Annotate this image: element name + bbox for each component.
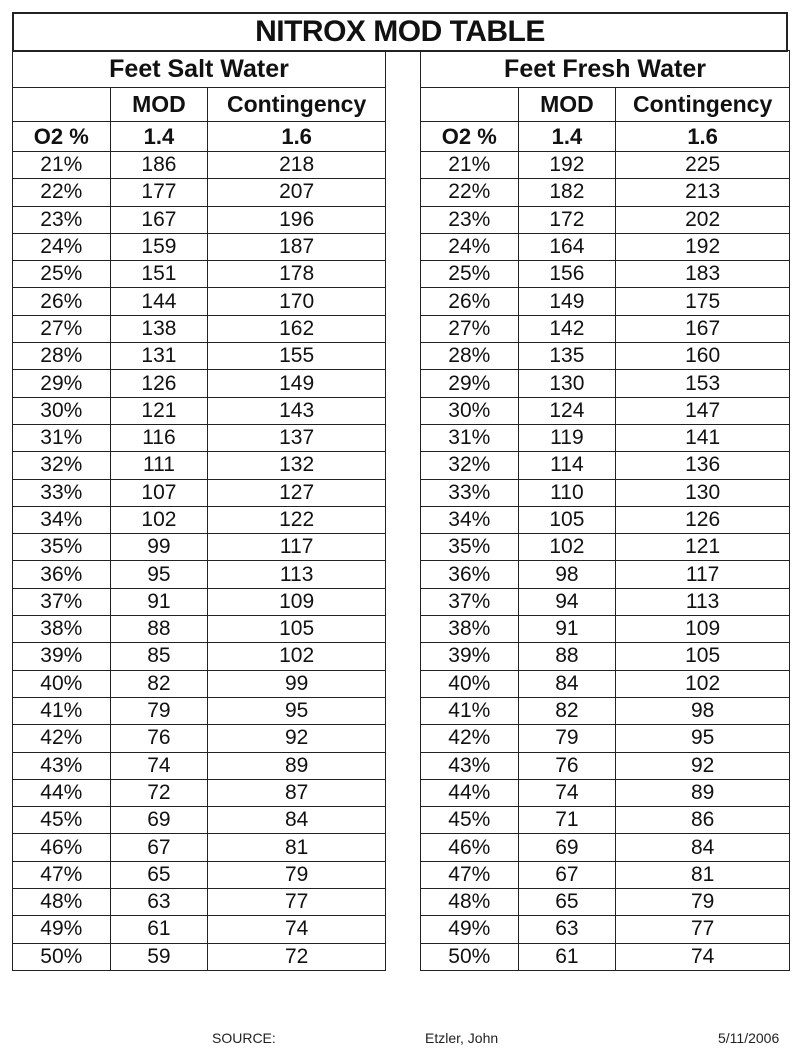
o2-percent-cell: 48% [13,889,111,916]
table-row [13,233,386,260]
table-row [421,206,790,233]
source-label: SOURCE: [212,1030,276,1046]
ppo2-1-6-header: 1.6 [616,122,790,152]
o2-percent-cell: 24% [421,233,519,260]
table-row [421,807,790,834]
contingency-cell: 99 [208,670,386,697]
contingency-cell: 113 [208,561,386,588]
contingency-cell: 81 [208,834,386,861]
o2-percent-cell: 43% [421,752,519,779]
contingency-cell: 84 [208,807,386,834]
mod-cell: 74 [518,779,616,806]
table-row [13,725,386,752]
o2-percent-cell: 46% [13,834,111,861]
contingency-cell: 86 [616,807,790,834]
o2-percent-cell: 27% [421,315,519,342]
o2-percent-cell: 32% [13,452,111,479]
table-row [421,889,790,916]
contingency-cell: 136 [616,452,790,479]
table-row [13,779,386,806]
mod-cell: 76 [110,725,208,752]
contingency-cell: 79 [208,861,386,888]
mod-cell: 94 [518,588,616,615]
source-author: Etzler, John [425,1030,499,1046]
o2-percent-cell: 45% [421,807,519,834]
o2-percent-cell: 43% [13,752,111,779]
contingency-cell: 87 [208,779,386,806]
contingency-cell: 192 [616,233,790,260]
mod-cell: 88 [110,616,208,643]
mod-cell: 67 [518,861,616,888]
mod-cell: 99 [110,534,208,561]
ppo2-1-4-header: 1.4 [518,122,616,152]
o2-percent-cell: 21% [421,152,519,179]
mod-cell: 126 [110,370,208,397]
contingency-cell: 92 [208,725,386,752]
mod-cell: 61 [110,916,208,943]
contingency-cell: 132 [208,452,386,479]
table-row [13,807,386,834]
o2-percent-cell: 23% [13,206,111,233]
o2-percent-cell: 41% [421,697,519,724]
mod-cell: 76 [518,752,616,779]
table-row [13,261,386,288]
o2-percent-header: O2 % [421,122,519,152]
table-row [421,315,790,342]
table-row [421,261,790,288]
mod-cell: 186 [110,152,208,179]
table-heading: Feet Fresh Water [421,51,790,88]
contingency-cell: 72 [208,943,386,970]
contingency-cell: 130 [616,479,790,506]
contingency-cell: 77 [208,889,386,916]
mod-cell: 177 [110,179,208,206]
mod-cell: 182 [518,179,616,206]
mod-cell: 67 [110,834,208,861]
mod-cell: 164 [518,233,616,260]
mod-cell: 124 [518,397,616,424]
table-row [13,343,386,370]
salt-water-table [12,50,386,971]
mod-cell: 172 [518,206,616,233]
mod-cell: 69 [110,807,208,834]
contingency-cell: 202 [616,206,790,233]
o2-percent-cell: 35% [421,534,519,561]
mod-header: MOD [110,88,208,122]
o2-percent-cell: 21% [13,152,111,179]
contingency-cell: 207 [208,179,386,206]
table-row [421,424,790,451]
contingency-cell: 81 [616,861,790,888]
table-row [13,534,386,561]
o2-percent-cell: 28% [13,343,111,370]
o2-percent-cell: 23% [421,206,519,233]
mod-cell: 84 [518,670,616,697]
table-row [13,616,386,643]
o2-percent-cell: 49% [421,916,519,943]
table-row [421,397,790,424]
mod-cell: 82 [518,697,616,724]
contingency-cell: 127 [208,479,386,506]
mod-cell: 131 [110,343,208,370]
o2-percent-cell: 48% [421,889,519,916]
mod-cell: 119 [518,424,616,451]
contingency-cell: 84 [616,834,790,861]
o2-percent-cell: 38% [13,616,111,643]
ppo2-1-6-header: 1.6 [208,122,386,152]
table-row [13,916,386,943]
table-row [13,179,386,206]
table-row [421,616,790,643]
contingency-cell: 155 [208,343,386,370]
o2-percent-cell: 40% [421,670,519,697]
table-row [421,752,790,779]
contingency-cell: 160 [616,343,790,370]
o2-percent-cell: 45% [13,807,111,834]
table-row [421,561,790,588]
o2-percent-cell: 44% [13,779,111,806]
contingency-cell: 143 [208,397,386,424]
contingency-cell: 153 [616,370,790,397]
mod-cell: 63 [110,889,208,916]
o2-percent-cell: 38% [421,616,519,643]
contingency-cell: 137 [208,424,386,451]
table-row [13,424,386,451]
table-row [421,834,790,861]
o2-percent-cell: 37% [421,588,519,615]
table-row [13,152,386,179]
contingency-cell: 218 [208,152,386,179]
contingency-cell: 102 [208,643,386,670]
contingency-cell: 92 [616,752,790,779]
contingency-cell: 121 [616,534,790,561]
table-row [421,670,790,697]
contingency-cell: 175 [616,288,790,315]
mod-cell: 98 [518,561,616,588]
o2-percent-cell: 22% [421,179,519,206]
mod-cell: 95 [110,561,208,588]
mod-cell: 69 [518,834,616,861]
table-row [421,916,790,943]
o2-percent-cell: 41% [13,697,111,724]
table-row [13,834,386,861]
table-row [421,506,790,533]
o2-percent-cell: 35% [13,534,111,561]
contingency-cell: 126 [616,506,790,533]
contingency-cell: 225 [616,152,790,179]
table-row [13,889,386,916]
table-row [13,397,386,424]
mod-cell: 91 [110,588,208,615]
table-row [421,452,790,479]
table-row [421,179,790,206]
contingency-cell: 187 [208,233,386,260]
o2-percent-cell: 25% [13,261,111,288]
o2-percent-cell: 31% [421,424,519,451]
mod-cell: 79 [110,697,208,724]
contingency-cell: 89 [208,752,386,779]
contingency-cell: 77 [616,916,790,943]
o2-percent-cell: 44% [421,779,519,806]
mod-cell: 107 [110,479,208,506]
o2-percent-cell: 42% [421,725,519,752]
o2-percent-cell: 33% [13,479,111,506]
contingency-cell: 74 [208,916,386,943]
table-row [421,779,790,806]
table-row [13,588,386,615]
contingency-header: Contingency [208,88,386,122]
o2-percent-cell: 33% [421,479,519,506]
contingency-cell: 89 [616,779,790,806]
o2-percent-cell: 47% [13,861,111,888]
blank-header [13,88,111,122]
contingency-cell: 74 [616,943,790,970]
mod-cell: 114 [518,452,616,479]
mod-cell: 156 [518,261,616,288]
mod-cell: 65 [110,861,208,888]
mod-cell: 151 [110,261,208,288]
ppo2-row [13,122,386,152]
mod-cell: 105 [518,506,616,533]
contingency-cell: 109 [208,588,386,615]
table-row [421,697,790,724]
o2-percent-cell: 34% [13,506,111,533]
mod-cell: 149 [518,288,616,315]
o2-percent-cell: 42% [13,725,111,752]
mod-cell: 144 [110,288,208,315]
mod-cell: 142 [518,315,616,342]
table-row [421,534,790,561]
source-date: 5/11/2006 [718,1030,780,1046]
table-heading: Feet Salt Water [13,51,386,88]
table-row [13,943,386,970]
contingency-cell: 95 [616,725,790,752]
mod-cell: 91 [518,616,616,643]
table-row [421,152,790,179]
mod-header: MOD [518,88,616,122]
contingency-cell: 113 [616,588,790,615]
table-row [13,370,386,397]
mod-cell: 192 [518,152,616,179]
mod-cell: 110 [518,479,616,506]
o2-percent-cell: 29% [13,370,111,397]
table-row [421,643,790,670]
contingency-cell: 105 [208,616,386,643]
o2-percent-cell: 39% [421,643,519,670]
contingency-cell: 162 [208,315,386,342]
table-row [13,288,386,315]
o2-percent-cell: 34% [421,506,519,533]
contingency-cell: 117 [616,561,790,588]
table-row [13,206,386,233]
contingency-cell: 117 [208,534,386,561]
mod-cell: 74 [110,752,208,779]
contingency-cell: 149 [208,370,386,397]
mod-cell: 102 [518,534,616,561]
mod-cell: 71 [518,807,616,834]
o2-percent-cell: 36% [421,561,519,588]
mod-cell: 61 [518,943,616,970]
table-heading-row [421,51,790,88]
mod-cell: 121 [110,397,208,424]
mod-cell: 82 [110,670,208,697]
o2-percent-cell: 30% [421,397,519,424]
contingency-cell: 102 [616,670,790,697]
table-row [421,288,790,315]
o2-percent-cell: 25% [421,261,519,288]
mod-cell: 130 [518,370,616,397]
table-row [13,561,386,588]
o2-percent-cell: 27% [13,315,111,342]
o2-percent-cell: 30% [13,397,111,424]
contingency-cell: 196 [208,206,386,233]
contingency-cell: 147 [616,397,790,424]
mod-cell: 138 [110,315,208,342]
table-row [421,943,790,970]
mod-cell: 65 [518,889,616,916]
contingency-cell: 105 [616,643,790,670]
blank-header [421,88,519,122]
contingency-cell: 178 [208,261,386,288]
mod-cell: 63 [518,916,616,943]
mod-cell: 59 [110,943,208,970]
o2-percent-cell: 36% [13,561,111,588]
table-row [421,588,790,615]
o2-percent-cell: 31% [13,424,111,451]
o2-percent-cell: 40% [13,670,111,697]
o2-percent-cell: 26% [13,288,111,315]
ppo2-row [421,122,790,152]
table-row [13,861,386,888]
o2-percent-cell: 24% [13,233,111,260]
o2-percent-cell: 47% [421,861,519,888]
o2-percent-cell: 37% [13,588,111,615]
mod-cell: 159 [110,233,208,260]
mod-cell: 72 [110,779,208,806]
o2-percent-cell: 28% [421,343,519,370]
fresh-water-table [420,50,790,971]
table-row [421,861,790,888]
table-heading-row [13,51,386,88]
contingency-cell: 170 [208,288,386,315]
contingency-cell: 141 [616,424,790,451]
o2-percent-cell: 26% [421,288,519,315]
table-row [13,670,386,697]
contingency-cell: 79 [616,889,790,916]
table-row [421,343,790,370]
contingency-cell: 122 [208,506,386,533]
o2-percent-header: O2 % [13,122,111,152]
table-row [13,315,386,342]
contingency-header: Contingency [616,88,790,122]
o2-percent-cell: 22% [13,179,111,206]
mod-cell: 88 [518,643,616,670]
contingency-cell: 167 [616,315,790,342]
table-row [13,697,386,724]
mod-cell: 102 [110,506,208,533]
o2-percent-cell: 46% [421,834,519,861]
mod-cell: 135 [518,343,616,370]
o2-percent-cell: 39% [13,643,111,670]
o2-percent-cell: 50% [421,943,519,970]
table-row [421,725,790,752]
mod-cell: 116 [110,424,208,451]
contingency-cell: 95 [208,697,386,724]
column-header-row [13,88,386,122]
table-row [13,452,386,479]
o2-percent-cell: 29% [421,370,519,397]
contingency-cell: 98 [616,697,790,724]
contingency-cell: 213 [616,179,790,206]
mod-cell: 85 [110,643,208,670]
contingency-cell: 109 [616,616,790,643]
table-row [13,479,386,506]
mod-cell: 79 [518,725,616,752]
table-row [13,643,386,670]
o2-percent-cell: 32% [421,452,519,479]
page-title: NITROX MOD TABLE [12,12,788,52]
contingency-cell: 183 [616,261,790,288]
table-row [13,752,386,779]
table-row [421,233,790,260]
o2-percent-cell: 49% [13,916,111,943]
column-header-row [421,88,790,122]
ppo2-1-4-header: 1.4 [110,122,208,152]
mod-cell: 167 [110,206,208,233]
table-row [421,370,790,397]
table-row [421,479,790,506]
table-row [13,506,386,533]
mod-cell: 111 [110,452,208,479]
o2-percent-cell: 50% [13,943,111,970]
